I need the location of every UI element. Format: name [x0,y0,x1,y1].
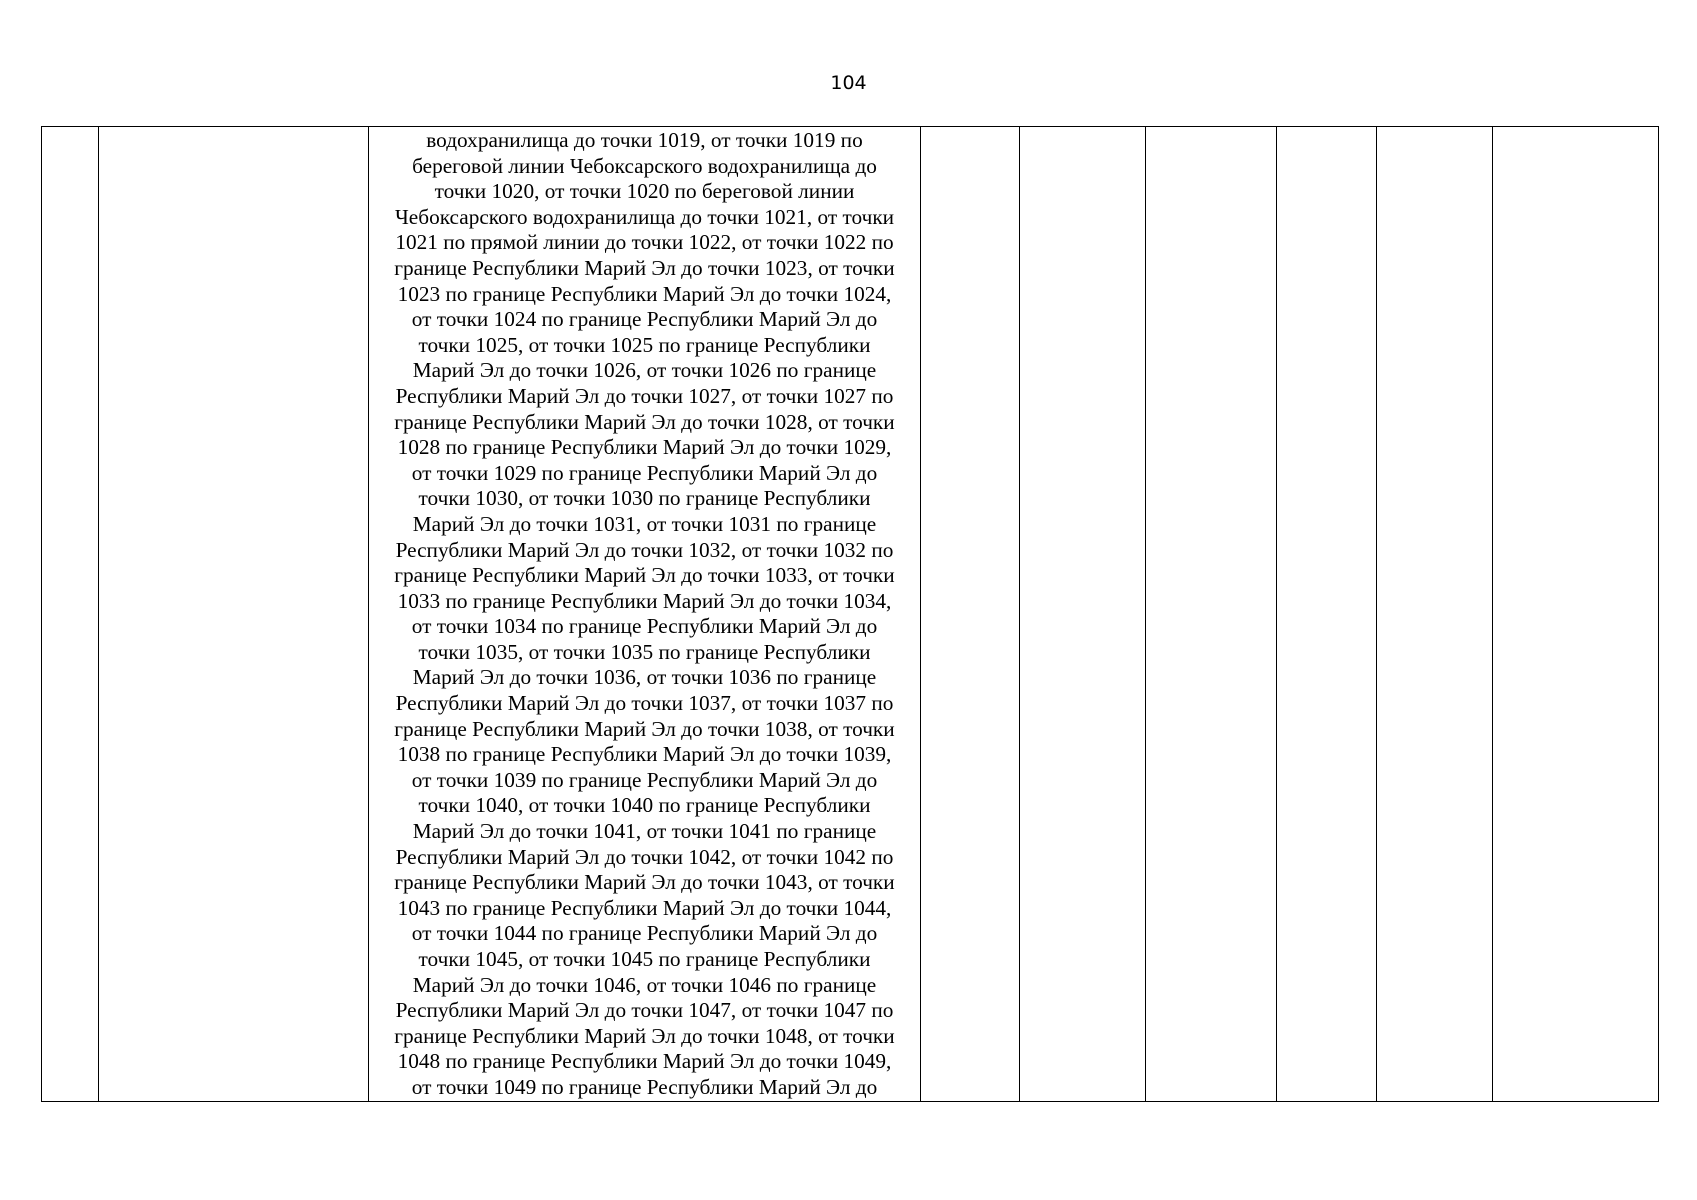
description-line: точки 1020, от точки 1020 по береговой линии [434,179,855,204]
description-line: от точки 1029 по границе Республики Марий Эл до [411,460,878,485]
empty-cell [1377,127,1493,1102]
description-line: 1021 по прямой линии до точки 1022, от точки 1022 по [395,230,894,255]
description-line: Республики Марий Эл до точки 1037, от точки 1037 по [395,691,894,716]
description-line: от точки 1044 по границе Республики Марий Эл до [411,921,878,946]
description-line: Марий Эл до точки 1036, от точки 1036 по границе [412,665,877,690]
description-line: 1043 по границе Республики Марий Эл до точки 1044, [397,895,892,920]
name-cell [99,127,369,1102]
description-line: границе Республики Марий Эл до точки 1033, от точки [394,563,895,588]
description-line: 1033 по границе Республики Марий Эл до точки 1034, [397,588,892,613]
description-line: Марий Эл до точки 1026, от точки 1026 по границе [412,358,877,383]
description-line: Республики Марий Эл до точки 1042, от точки 1042 по [395,844,894,869]
empty-cell [1277,127,1377,1102]
description-line: 1028 по границе Республики Марий Эл до точки 1029, [397,435,892,460]
table-row [42,127,1659,1102]
description-line: Марий Эл до точки 1031, от точки 1031 по границе [412,511,877,536]
boundary-table [41,126,1659,1102]
description-line: точки 1045, от точки 1045 по границе Республики [418,947,871,971]
description-line: Марий Эл до точки 1046, от точки 1046 по границе [412,972,877,997]
description-line: водохранилища до точки 1019, от точки 1019 по [426,128,863,152]
description-line: границе Республики Марий Эл до точки 1023, от точки [394,255,895,280]
description-line: Чебоксарского водохранилища до точки 1021, от точки [394,204,895,229]
description-line: Республики Марий Эл до точки 1047, от точки 1047 по [395,998,894,1023]
empty-cell [1146,127,1277,1102]
description-line: точки 1035, от точки 1035 по границе Республики [418,639,871,664]
empty-cell [921,127,1020,1102]
description-line: от точки 1039 по границе Республики Марий Эл до [411,767,878,792]
description-line: Республики Марий Эл до точки 1032, от точки 1032 по [395,537,894,562]
description-line: 1048 по границе Республики Марий Эл до точки 1049, [397,1049,892,1074]
number-cell [42,127,99,1102]
description-line: от точки 1034 по границе Республики Марий Эл до [411,614,878,639]
description-line: Марий Эл до точки 1041, от точки 1041 по границе [412,819,877,844]
description-line: от точки 1049 по границе Республики Марий Эл до [411,1074,878,1099]
boundary-description-cell [369,127,921,1102]
description-line: границе Республики Марий Эл до точки 1028, от точки [394,409,895,434]
description-line: береговой линии Чебоксарского водохранилища до [412,153,877,178]
page-number: 104 [830,72,867,94]
description-line: границе Республики Марий Эл до точки 1048, от точки [394,1023,895,1048]
description-line: точки 1040, от точки 1040 по границе Республики [418,793,871,818]
empty-cell [1493,127,1659,1102]
boundary-description-text [369,127,920,1101]
description-line: границе Республики Марий Эл до точки 1043, от точки [394,870,895,895]
description-line: точки 1030, от точки 1030 по границе Республики [418,486,871,511]
empty-cell [1020,127,1146,1102]
description-line: 1038 по границе Республики Марий Эл до точки 1039, [397,742,892,767]
description-line: от точки 1024 по границе Республики Марий Эл до [411,307,878,332]
description-line: Республики Марий Эл до точки 1027, от точки 1027 по [395,383,894,408]
description-line: точки 1025, от точки 1025 по границе Республики [418,332,871,357]
description-line: 1023 по границе Республики Марий Эл до точки 1024, [397,281,892,306]
description-line: границе Республики Марий Эл до точки 1038, от точки [394,716,895,741]
